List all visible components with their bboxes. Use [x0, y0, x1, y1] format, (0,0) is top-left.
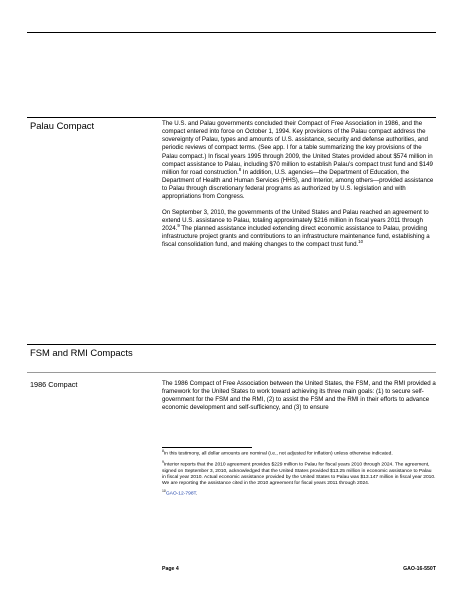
palau-paragraph-2 [162, 209, 436, 250]
footnote-8-text: In this testimony, all dollar amounts are nominal (i.e., not adjusted for inflation) unless otherwise indicated. [163, 451, 393, 457]
footnote-ref-10: 10 [358, 239, 364, 245]
footnote-8-number: 8 [162, 449, 164, 453]
section-heading-fsm-rmi: FSM and RMI Compacts [30, 347, 133, 358]
palau-paragraph-1 [162, 120, 436, 202]
footnote-ref-8: 8 [238, 166, 242, 172]
footnote-9 [162, 459, 436, 487]
footnote-9-number: 9 [162, 459, 164, 464]
footnote-rule [162, 447, 252, 448]
page-number: Page 4 [162, 566, 179, 572]
footnote-8 [162, 451, 436, 458]
palau-paragraph-2-text: On September 3, 2010, the governments of the United States and Palau reached an agreement to extend U.S. assistance to Palau, totaling approximately $216 million in fiscal years 2011 through 2024. [162, 208, 429, 232]
footnote-ref-9: 9 [177, 222, 180, 228]
report-number: GAO-16-550T [403, 566, 436, 572]
footnote-10 [162, 491, 436, 498]
palau-paragraph-1-text: The U.S. and Palau governments concluded their Compact of Free Association in 1986, and the compact entered into force on October 1, 1994. Key provisions of the Palau compact address the sovereignty of Palau, types and amounts of U.S. assistance, security and defense authorities, and periodic reviews of compact terms. (See app. I for a table summarizing the key provisions of the Palau compact.) In fiscal years 1995 through 2009, the United States provided about $574 million in compact assistance to Palau, including $70 million to establish Palau’s compact trust fund and $149 million for road construction. [162, 120, 433, 176]
subsection-divider [27, 372, 436, 373]
section-divider-palau [27, 117, 436, 118]
palau-paragraph-1-tail: In addition, U.S. agencies—the Department of Education, the Department of Health and Human Services (HHS), and Interior, among others—provided assistance to Palau through discretionary federal programs as authorized by U.S. legislation and with appropriations from Congress. [162, 168, 434, 201]
fsm-rmi-body [162, 380, 436, 413]
palau-body [162, 120, 436, 249]
footnotes [162, 451, 436, 502]
section-heading-palau: Palau Compact [30, 120, 95, 131]
top-rule [27, 32, 436, 33]
fsm-rmi-paragraph: The 1986 Compact of Free Association between the United States, the FSM, and the RMI provided a framework for the United States to work toward achieving its three main goals: (1) to secure self-government for the FSM and the RMI, (2) to assist the FSM and the RMI in their efforts to advance economic development and self-sufficiency, and (3) to ensure [162, 380, 436, 412]
footnote-10-tail: . [195, 491, 198, 497]
report-link[interactable]: GAO-12-798T [165, 491, 196, 497]
footnote-9-text: Interior reports that the 2010 agreement provides $229 million to Palau for fiscal years 2010 through 2024. The agreement, signed on September 3, 2010, acknowledged that the United States provided $13.25 million in economic assistance to Palau in fiscal year 2010. Actual economic assistance provided by the United States to Palau was $13.147 million in fiscal year 2010. We are reporting the assistance cited in the 2010 agreement for fiscal years 2011 through 2024. [162, 462, 436, 487]
section-divider-fsm-rmi [27, 344, 436, 345]
subsection-heading-1986: 1986 Compact [30, 380, 78, 389]
footnote-10-number: 10 [162, 489, 166, 494]
palau-paragraph-2-tail: The planned assistance included extending direct economic assistance to Palau, providing infrastructure project grants and contributions to an infrastructure maintenance fund, establishing a fiscal consolidation fund, and making changes to the compact trust fund. [162, 224, 430, 249]
